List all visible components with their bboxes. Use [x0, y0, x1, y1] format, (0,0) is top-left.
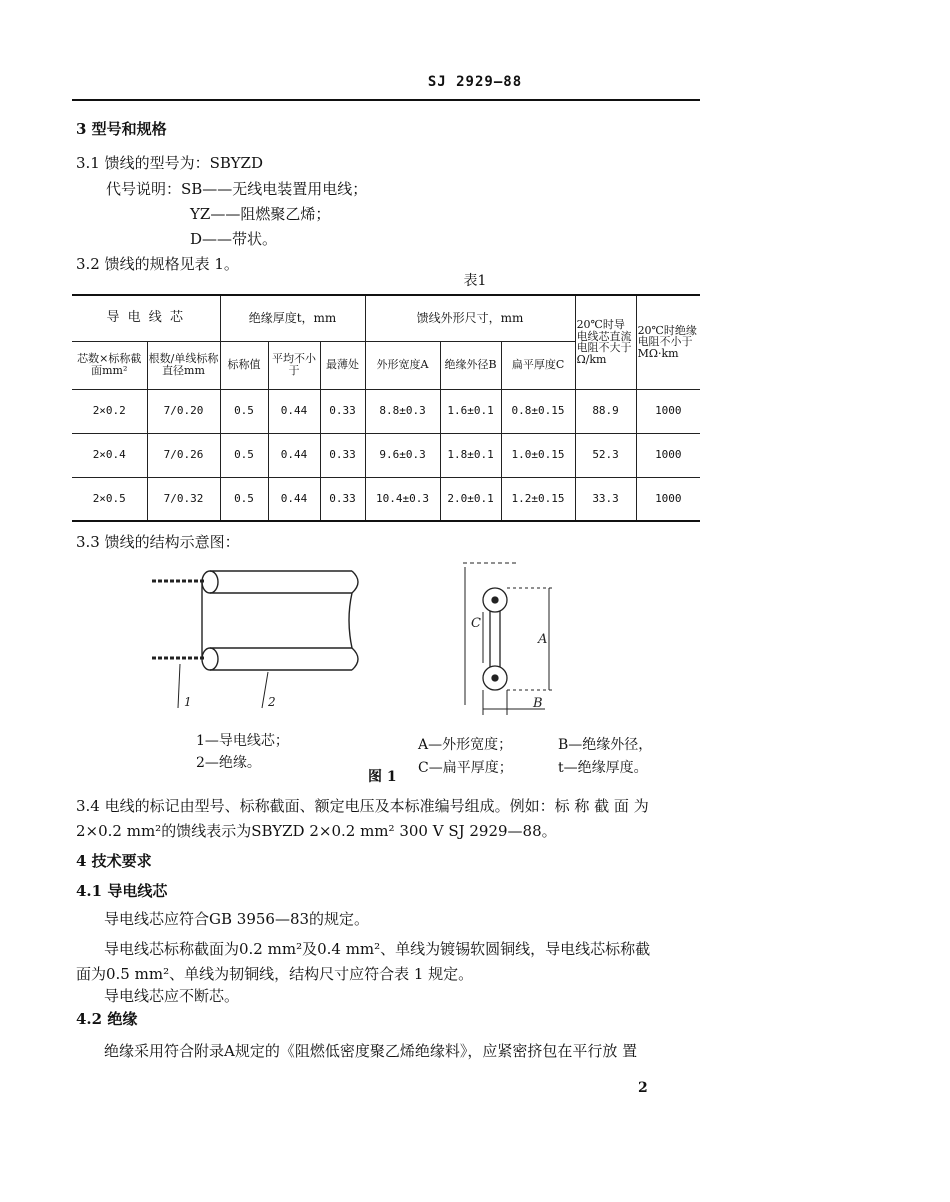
header-insulation-resistance: 20℃时绝缘电阻不小于MΩ·km: [636, 295, 700, 389]
cell-thinnest: 0.33: [320, 389, 365, 433]
section-3-4-line-1: 3.4 电线的标记由型号、标称截面、额定电压及本标准编号组成。例如：标 称 截 面 为: [76, 797, 649, 815]
table-row: [72, 389, 700, 433]
section-3-title: 3 型号和规格: [76, 120, 167, 138]
figure-caption: 图 1: [368, 769, 397, 785]
cell-outer-b: 2.0±0.1: [440, 477, 501, 521]
cell-average: 0.44: [268, 477, 320, 521]
dimension-label-b: B: [533, 696, 543, 711]
cell-nominal: 0.5: [220, 477, 268, 521]
page-number: 2: [638, 1080, 648, 1096]
legend-flat-thickness-c: C—扁平厚度；: [418, 760, 513, 776]
section-3-4-line-2: 2×0.2 mm²的馈线表示为SBYZD 2×0.2 mm² 300 V SJ 2929—88。: [76, 822, 557, 840]
header-width-a: 外形宽度A: [365, 341, 440, 389]
cell-outer-b: 1.8±0.1: [440, 433, 501, 477]
cell-spec: 2×0.2: [72, 389, 147, 433]
code-yz: YZ——阻燃聚乙烯；: [190, 205, 331, 223]
section-4-1-title: 4.1 导电线芯: [76, 882, 168, 900]
feeder-cross-section-figure: [445, 555, 575, 720]
section-4-2-title: 4.2 绝缘: [76, 1010, 138, 1028]
cell-flat-c: 0.8±0.15: [501, 389, 575, 433]
section-3-2: 3.2 馈线的规格见表 1。: [76, 255, 239, 273]
cell-resistance: 33.3: [575, 477, 636, 521]
table-row: [72, 477, 700, 521]
part-label-1: 1: [184, 695, 192, 709]
cell-wire: 7/0.32: [147, 477, 220, 521]
cell-nominal: 0.5: [220, 389, 268, 433]
legend-outer-diameter-b: B—绝缘外径，: [558, 737, 653, 753]
header-wire-count-diameter: 根数/单线标称直径mm: [147, 341, 220, 389]
cell-resistance: 52.3: [575, 433, 636, 477]
cell-resistance: 88.9: [575, 389, 636, 433]
header-thinnest: 最薄处: [320, 341, 365, 389]
cell-insulation-resistance: 1000: [636, 477, 700, 521]
header-dc-resistance: 20℃时导电线芯直流电阻不大于Ω/km: [575, 295, 636, 389]
part-label-2: 2: [268, 695, 276, 709]
cell-width-a: 10.4±0.3: [365, 477, 440, 521]
page-header: SJ 2929—88: [427, 74, 523, 90]
code-d: D——带状。: [190, 230, 278, 248]
legend-width-a: A—外形宽度；: [418, 737, 513, 753]
cell-thinnest: 0.33: [320, 433, 365, 477]
cell-insulation-resistance: 1000: [636, 433, 700, 477]
cell-spec: 2×0.5: [72, 477, 147, 521]
cell-insulation-resistance: 1000: [636, 389, 700, 433]
header-flat-thickness-c: 扁平厚度C: [501, 341, 575, 389]
header-outer-diameter-b: 绝缘外径B: [440, 341, 501, 389]
section-3-1: 3.1 馈线的型号为：SBYZD: [76, 154, 264, 172]
legend-conductor: 1—导电线芯；: [196, 733, 289, 749]
cell-flat-c: 1.2±0.15: [501, 477, 575, 521]
header-rule: [72, 99, 700, 101]
cell-spec: 2×0.4: [72, 433, 147, 477]
cell-width-a: 8.8±0.3: [365, 389, 440, 433]
header-cores-section: 芯数×标称截面mm²: [72, 341, 147, 389]
spec-table: [72, 294, 700, 522]
section-4-1-paragraph-1: 导电线芯应符合GB 3956—83的规定。: [104, 910, 370, 928]
cell-average: 0.44: [268, 389, 320, 433]
section-4-title: 4 技术要求: [76, 852, 152, 870]
cell-thinnest: 0.33: [320, 477, 365, 521]
section-3-3: 3.3 馈线的结构示意图：: [76, 533, 240, 551]
cell-wire: 7/0.26: [147, 433, 220, 477]
dimension-label-a: A: [538, 632, 548, 647]
legend-insulation-thickness-t: t—绝缘厚度。: [558, 760, 648, 776]
section-4-2-paragraph-1: 绝缘采用符合附录A规定的《阻燃低密度聚乙烯绝缘料》，应紧密挤包在平行放 置: [104, 1042, 638, 1060]
header-nominal: 标称值: [220, 341, 268, 389]
header-outline-dimensions: 馈线外形尺寸，mm: [365, 295, 575, 341]
cell-width-a: 9.6±0.3: [365, 433, 440, 477]
legend-insulation: 2—绝缘。: [196, 755, 261, 771]
cell-flat-c: 1.0±0.15: [501, 433, 575, 477]
code-explanation: 代号说明：SB——无线电装置用电线；: [106, 180, 368, 198]
cell-wire: 7/0.20: [147, 389, 220, 433]
header-average-min: 平均不小于: [268, 341, 320, 389]
cell-average: 0.44: [268, 433, 320, 477]
table-row: [72, 433, 700, 477]
dimension-label-c: C: [471, 616, 481, 631]
header-conductor: 导 电 线 芯: [72, 295, 220, 341]
section-4-1-paragraph-3: 导电线芯应不断芯。: [104, 987, 240, 1005]
feeder-perspective-figure: [140, 560, 380, 720]
section-4-1-paragraph-2a: 导电线芯标称截面为0.2 mm²及0.4 mm²、单线为镀锡软圆铜线，导电线芯标称截: [104, 940, 651, 958]
header-insulation-thickness: 绝缘厚度t，mm: [220, 295, 365, 341]
cell-outer-b: 1.6±0.1: [440, 389, 501, 433]
cell-nominal: 0.5: [220, 433, 268, 477]
section-4-1-paragraph-2b: 面为0.5 mm²、单线为韧铜线，结构尺寸应符合表 1 规定。: [76, 965, 474, 983]
table-caption: 表1: [463, 273, 487, 289]
